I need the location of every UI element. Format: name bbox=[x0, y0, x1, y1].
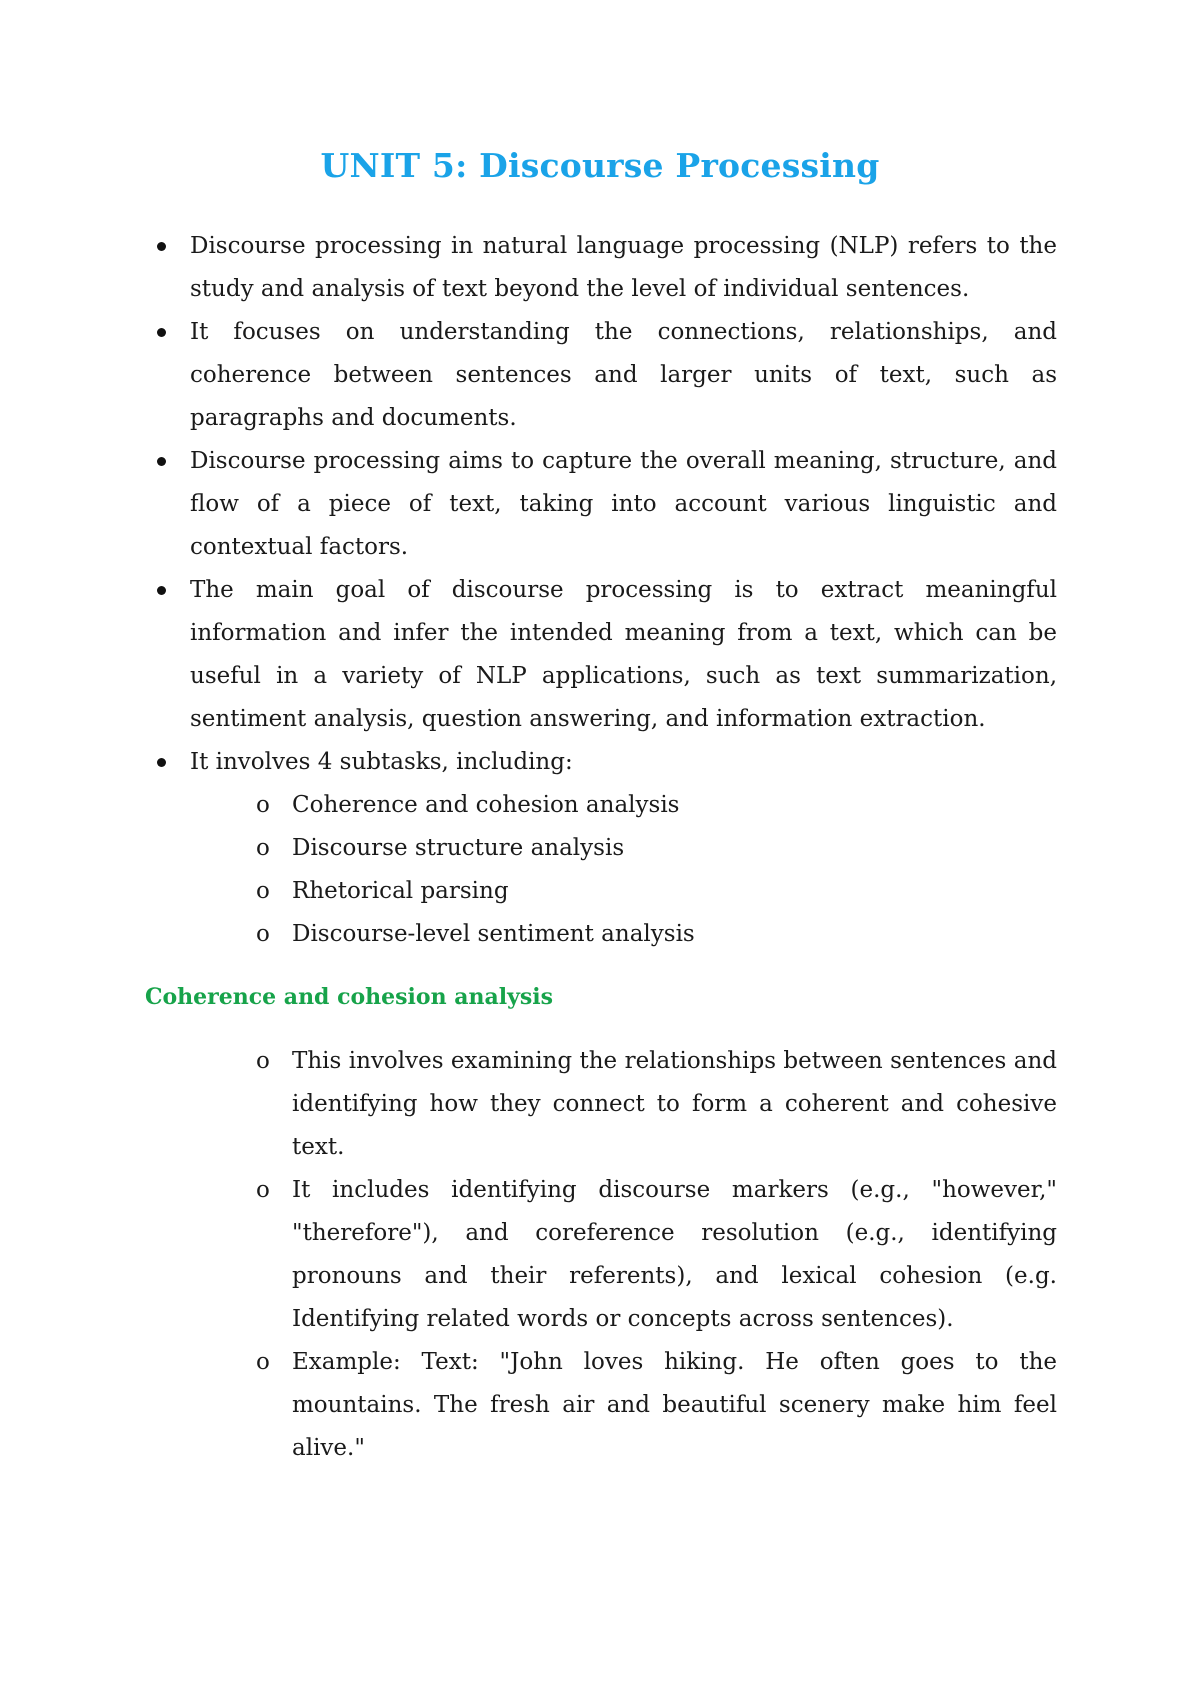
sub-bullet-icon: o bbox=[256, 792, 270, 818]
section-item bbox=[190, 1341, 1057, 1470]
bullet-icon bbox=[157, 457, 166, 466]
bullet-item bbox=[190, 569, 1057, 741]
bullet-item bbox=[190, 741, 1057, 956]
sub-bullet-icon: o bbox=[256, 1349, 270, 1375]
bullet-item bbox=[190, 311, 1057, 440]
bullet-item bbox=[190, 440, 1057, 569]
bullet-list bbox=[190, 225, 1057, 956]
sub-bullet-icon: o bbox=[256, 1048, 270, 1074]
sub-bullet-icon: o bbox=[256, 1177, 270, 1203]
subtask-list bbox=[190, 784, 1057, 956]
section-item-list bbox=[190, 1040, 1057, 1470]
sub-bullet-icon: o bbox=[256, 835, 270, 861]
subtask-text: Discourse structure analysis bbox=[292, 835, 625, 861]
section-heading: Coherence and cohesion analysis bbox=[145, 984, 554, 1010]
bullet-text: The main goal of discourse processing is to extract meaningful information and infer the intended meaning from a text, which can be useful in a variety of NLP applications, such as text summarization, sentiment analysis, question answering, and information extraction. bbox=[190, 577, 1057, 732]
sub-bullet-icon: o bbox=[256, 878, 270, 904]
bullet-text: It focuses on understanding the connections, relationships, and coherence between sentences and larger units of text, such as paragraphs and documents. bbox=[190, 319, 1057, 431]
bullet-icon bbox=[157, 328, 166, 337]
subtask-text: Discourse-level sentiment analysis bbox=[292, 921, 695, 947]
bullet-icon bbox=[157, 586, 166, 595]
subtask-item bbox=[190, 913, 1057, 956]
subtask-text: Rhetorical parsing bbox=[292, 878, 509, 904]
sub-bullet-icon: o bbox=[256, 921, 270, 947]
section-item bbox=[190, 1169, 1057, 1341]
section-item-text: This involves examining the relationships between sentences and identifying how they connect to form a coherent and cohesive text. bbox=[292, 1048, 1057, 1160]
section-item-text: Example: Text: "John loves hiking. He often goes to the mountains. The fresh air and beautiful scenery make him feel alive." bbox=[292, 1349, 1057, 1461]
subtask-item bbox=[190, 784, 1057, 827]
bullet-icon bbox=[157, 242, 166, 251]
section-item bbox=[190, 1040, 1057, 1169]
subtask-item bbox=[190, 870, 1057, 913]
subtask-item bbox=[190, 827, 1057, 870]
bullet-text: It involves 4 subtasks, including: bbox=[190, 749, 573, 775]
bullet-icon bbox=[157, 758, 166, 767]
section-item-text: It includes identifying discourse markers (e.g., "however," "therefore"), and coreference resolution (e.g., identifying pronouns and their referents), and lexical cohesion (e.g. Identifying related words or concepts across sentences). bbox=[292, 1177, 1057, 1332]
bullet-text: Discourse processing in natural language processing (NLP) refers to the study and analysis of text beyond the level of individual sentences. bbox=[190, 233, 1057, 302]
subtask-text: Coherence and cohesion analysis bbox=[292, 792, 680, 818]
bullet-item bbox=[190, 225, 1057, 311]
page-title: UNIT 5: Discourse Processing bbox=[320, 146, 880, 185]
bullet-text: Discourse processing aims to capture the overall meaning, structure, and flow of a piece of text, taking into account various linguistic and contextual factors. bbox=[190, 448, 1057, 560]
